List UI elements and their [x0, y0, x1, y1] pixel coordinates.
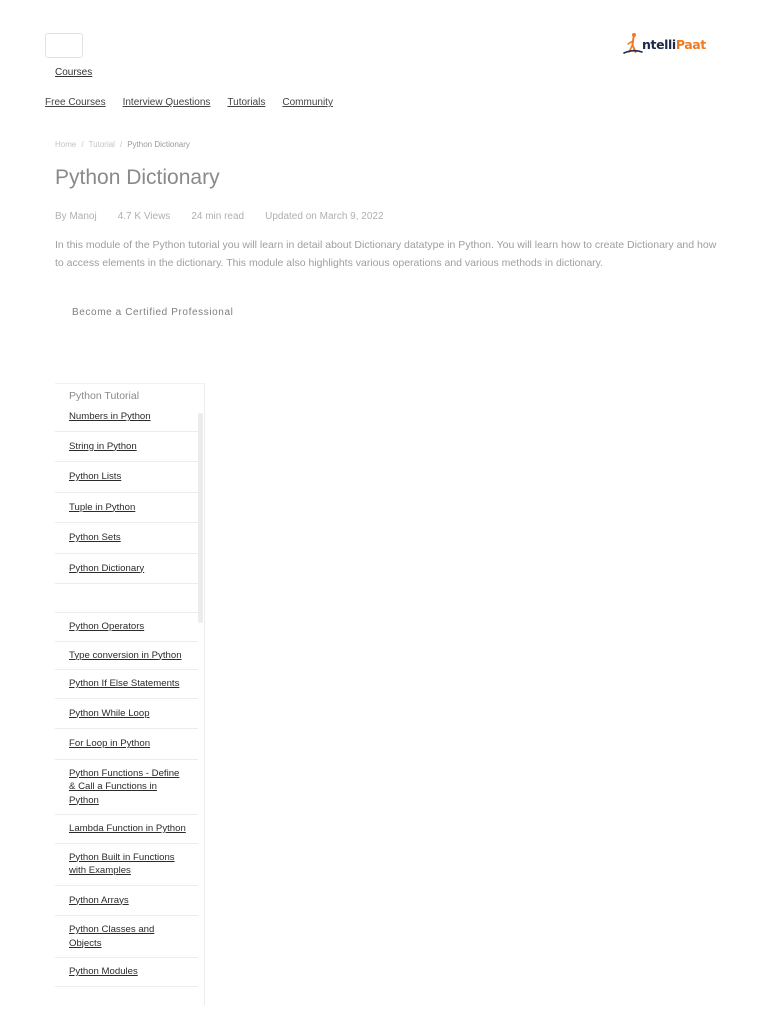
sidebar-item	[55, 493, 198, 524]
breadcrumb-home[interactable]: Home	[55, 140, 77, 149]
breadcrumb-current: Python Dictionary	[127, 140, 190, 149]
breadcrumb	[55, 140, 190, 149]
tutorial-sidebar	[55, 383, 205, 1005]
article-meta	[55, 211, 405, 222]
sidebar-item-link[interactable]: Python While Loop	[69, 707, 150, 719]
sidebar-item	[55, 523, 198, 554]
logo-text-part-a: ntelli	[642, 36, 676, 52]
logo-text-part-b: Paat	[675, 36, 706, 52]
nav-free-courses[interactable]: Free Courses	[45, 97, 106, 108]
nav-community[interactable]: Community	[282, 97, 333, 108]
breadcrumb-separator: /	[119, 140, 123, 149]
sidebar-item	[55, 699, 198, 730]
sidebar-item-link[interactable]: Python Functions - Define & Call a Functions in Python	[69, 767, 180, 806]
intellipaat-figure-icon	[623, 32, 643, 56]
view-count: 4.7 K Views	[117, 211, 171, 222]
sidebar-item	[55, 958, 198, 987]
sidebar-item-link[interactable]: Python Built in Functions with Examples	[69, 851, 175, 876]
sidebar-scrollbar[interactable]	[198, 413, 203, 623]
sidebar-item	[55, 408, 198, 432]
sidebar-item-link[interactable]: Python Classes and Objects	[69, 924, 155, 949]
sidebar-item-link[interactable]: Python If Else Statements	[69, 678, 180, 689]
sidebar-item	[55, 760, 198, 816]
sidebar-item	[55, 432, 198, 463]
sidebar-item-link[interactable]: Tuple in Python	[69, 501, 136, 513]
sidebar-item-link[interactable]: For Loop in Python	[69, 738, 151, 749]
sidebar-item-link[interactable]: Python Modules	[69, 966, 138, 977]
sidebar-item	[55, 584, 198, 613]
sidebar-item	[55, 815, 198, 844]
read-time: 24 min read	[191, 211, 245, 222]
top-navigation	[45, 97, 350, 108]
sidebar-item	[55, 642, 198, 671]
nav-tutorials[interactable]: Tutorials	[227, 97, 266, 108]
sidebar-item	[55, 844, 198, 886]
breadcrumb-separator: /	[81, 140, 84, 149]
sidebar-item	[55, 886, 198, 917]
sidebar-item-link[interactable]: Python Sets	[69, 532, 121, 543]
sidebar-item-link[interactable]: Type conversion in Python	[69, 649, 182, 661]
sidebar-item	[55, 916, 198, 958]
sidebar-item-link[interactable]: Numbers in Python	[69, 411, 151, 422]
courses-link[interactable]: Courses	[55, 67, 93, 78]
breadcrumb-tutorial[interactable]: Tutorial	[88, 140, 115, 149]
sidebar-item-link[interactable]: Python Operators	[69, 621, 145, 632]
intellipaat-logo[interactable]	[623, 32, 706, 56]
sidebar-item	[55, 554, 198, 585]
sidebar-item	[55, 613, 198, 642]
sidebar-item	[55, 462, 198, 493]
sidebar-item-link[interactable]: Python Arrays	[69, 894, 129, 906]
become-certified-button[interactable]: Become a Certified Professional	[72, 307, 234, 318]
sidebar-list	[55, 408, 198, 987]
sidebar-item-link[interactable]: Lambda Function in Python	[69, 823, 186, 834]
sidebar-item-link[interactable]: String in Python	[69, 440, 137, 452]
nav-interview-questions[interactable]: Interview Questions	[122, 97, 211, 108]
sidebar-title: Python Tutorial	[69, 390, 140, 402]
page-title: Python Dictionary	[55, 166, 220, 189]
author: By Manoj	[55, 211, 97, 222]
article-intro: In this module of the Python tutorial you will learn in detail about Dictionary datatype in Python. You will learn how to create Dictionary and how to access elements in the dictionary. This module also highlights various operations and various methods in dictionary.	[55, 239, 717, 269]
sidebar-item-link[interactable]: Python Lists	[69, 471, 122, 482]
menu-toggle-button[interactable]	[45, 33, 83, 58]
sidebar-item-link[interactable]: Python Dictionary	[69, 562, 145, 574]
updated-date: Updated on March 9, 2022	[265, 211, 384, 222]
sidebar-item	[55, 729, 198, 760]
sidebar-item	[55, 670, 198, 699]
